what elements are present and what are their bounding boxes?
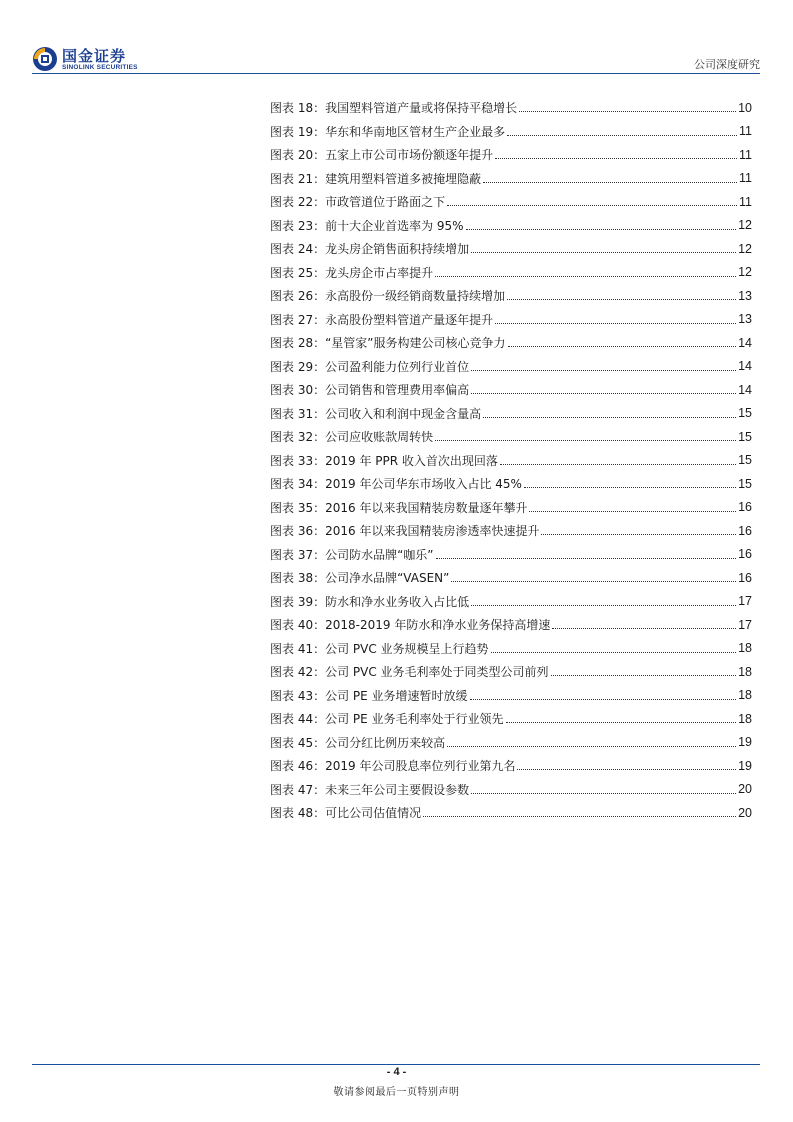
toc-entry-title: “星管家”服务构建公司核心竞争力 [325, 336, 506, 351]
toc-entry-page: 19 [738, 758, 752, 773]
toc-entry-label: 图表 22： [270, 195, 326, 210]
toc-entry-label: 图表 27： [270, 312, 326, 327]
toc-entry-page: 11 [739, 171, 752, 186]
toc-entry-label: 图表 48： [270, 806, 326, 821]
footer-divider [32, 1064, 760, 1065]
toc-dot-leader [551, 675, 737, 676]
toc-entry[interactable] [270, 214, 752, 238]
toc-entry-page: 16 [738, 547, 752, 562]
toc-entry-page: 15 [738, 453, 752, 468]
toc-entry-page: 16 [738, 523, 752, 538]
toc-entry-title: 2019 年公司股息率位列行业第九名 [325, 759, 516, 774]
toc-entry-label: 图表 20： [270, 148, 326, 163]
figure-table-of-contents [270, 96, 752, 825]
toc-entry-title: 龙头房企市占率提升 [325, 265, 434, 280]
toc-dot-leader [552, 628, 736, 629]
toc-entry-page: 20 [738, 782, 752, 797]
toc-dot-leader [508, 346, 737, 347]
toc-entry-title: 公司收入和利润中现金含量高 [325, 406, 482, 421]
toc-entry[interactable] [270, 284, 752, 308]
header-divider [32, 73, 760, 74]
toc-entry-label: 图表 25： [270, 265, 326, 280]
toc-entry-label: 图表 21： [270, 171, 326, 186]
toc-dot-leader [483, 417, 736, 418]
toc-entry[interactable] [270, 778, 752, 802]
toc-entry-label: 图表 19： [270, 124, 326, 139]
page-number: - 4 - [386, 1066, 407, 1078]
toc-entry-label: 图表 33： [270, 453, 326, 468]
toc-entry-page: 15 [738, 476, 752, 491]
toc-dot-leader [529, 511, 736, 512]
toc-entry[interactable] [270, 378, 752, 402]
toc-entry-label: 图表 37： [270, 547, 326, 562]
toc-entry-label: 图表 24： [270, 242, 326, 257]
toc-entry-title: 未来三年公司主要假设参数 [325, 782, 470, 797]
toc-entry[interactable] [270, 143, 752, 167]
toc-entry-page: 11 [739, 147, 752, 162]
toc-entry-title: 2016 年以来我国精装房渗透率快速提升 [325, 524, 540, 539]
toc-dot-leader [524, 487, 736, 488]
toc-entry-title: 市政管道位于路面之下 [325, 195, 446, 210]
toc-entry-page: 17 [738, 617, 752, 632]
toc-entry-title: 公司 PVC 业务毛利率处于同类型公司前列 [325, 665, 549, 680]
toc-entry-label: 图表 26： [270, 289, 326, 304]
toc-entry-label: 图表 41： [270, 641, 326, 656]
toc-entry[interactable] [270, 754, 752, 778]
toc-entry[interactable] [270, 425, 752, 449]
toc-entry-page: 16 [738, 570, 752, 585]
toc-entry-label: 图表 34： [270, 477, 326, 492]
toc-entry[interactable] [270, 449, 752, 473]
toc-entry-page: 14 [738, 335, 752, 350]
toc-dot-leader [423, 816, 736, 817]
toc-entry-page: 18 [738, 688, 752, 703]
logo-mark-icon [32, 46, 58, 72]
toc-entry-page: 13 [738, 312, 752, 327]
toc-entry[interactable] [270, 613, 752, 637]
toc-entry[interactable] [270, 660, 752, 684]
toc-entry-title: 公司分红比例历来较高 [325, 735, 446, 750]
toc-entry-label: 图表 42： [270, 665, 326, 680]
toc-entry-label: 图表 30： [270, 383, 326, 398]
toc-entry-title: 永高股份塑料管道产量逐年提升 [325, 312, 494, 327]
toc-dot-leader [471, 793, 736, 794]
toc-entry-title: 建筑用塑料管道多被掩埋隐蔽 [325, 171, 482, 186]
toc-dot-leader [500, 464, 736, 465]
document-type: 公司深度研究 [694, 58, 760, 71]
toc-entry[interactable] [270, 543, 752, 567]
toc-dot-leader [471, 252, 736, 253]
toc-entry[interactable] [270, 331, 752, 355]
toc-entry-label: 图表 44： [270, 712, 326, 727]
toc-dot-leader [506, 722, 737, 723]
toc-dot-leader [519, 111, 736, 112]
toc-entry-page: 18 [738, 641, 752, 656]
toc-entry-page: 18 [738, 664, 752, 679]
toc-entry-label: 图表 38： [270, 571, 326, 586]
toc-entry-title: 公司 PE 业务增速暂时放缓 [325, 688, 468, 703]
toc-entry-title: 公司销售和管理费用率偏高 [325, 383, 470, 398]
toc-entry[interactable] [270, 237, 752, 261]
toc-entry-page: 16 [738, 500, 752, 515]
toc-dot-leader [483, 182, 737, 183]
toc-entry-label: 图表 39： [270, 594, 326, 609]
toc-entry-label: 图表 28： [270, 336, 326, 351]
toc-entry-label: 图表 18： [270, 101, 326, 116]
toc-entry-title: 我国塑料管道产量或将保持平稳增长 [325, 101, 518, 116]
toc-entry-label: 图表 46： [270, 759, 326, 774]
toc-entry-page: 14 [738, 382, 752, 397]
toc-entry-page: 19 [738, 735, 752, 750]
toc-entry[interactable] [270, 96, 752, 120]
toc-entry-page: 18 [738, 711, 752, 726]
toc-entry-page: 10 [738, 100, 752, 115]
toc-entry-title: 华东和华南地区管材生产企业最多 [325, 124, 506, 139]
toc-dot-leader [447, 205, 737, 206]
toc-entry-title: 五家上市公司市场份额逐年提升 [325, 148, 494, 163]
toc-entry[interactable] [270, 519, 752, 543]
toc-entry[interactable] [270, 707, 752, 731]
toc-entry-page: 12 [738, 218, 752, 233]
toc-dot-leader [471, 605, 736, 606]
toc-entry[interactable] [270, 637, 752, 661]
toc-entry-title: 公司净水品牌“VASEN” [325, 571, 450, 586]
toc-entry[interactable] [270, 590, 752, 614]
toc-entry-title: 2019 年 PPR 收入首次出现回落 [325, 453, 498, 468]
toc-entry-title: 公司盈利能力位列行业首位 [325, 359, 470, 374]
toc-entry-title: 公司防水品牌“咖乐” [325, 547, 434, 562]
toc-entry-page: 12 [738, 265, 752, 280]
toc-dot-leader [447, 746, 736, 747]
toc-dot-leader [436, 558, 737, 559]
toc-entry-title: 前十大企业首选率为 95% [325, 218, 464, 233]
toc-entry-label: 图表 45： [270, 735, 326, 750]
toc-dot-leader [435, 440, 736, 441]
toc-dot-leader [495, 158, 737, 159]
toc-entry[interactable] [270, 190, 752, 214]
toc-entry-label: 图表 32： [270, 430, 326, 445]
toc-dot-leader [517, 769, 736, 770]
brand-logo [32, 46, 192, 74]
toc-entry-label: 图表 47： [270, 782, 326, 797]
toc-entry-page: 14 [738, 359, 752, 374]
toc-entry[interactable] [270, 566, 752, 590]
toc-dot-leader [466, 229, 737, 230]
brand-name-cn: 国金证券 [62, 47, 127, 65]
toc-entry[interactable] [270, 496, 752, 520]
disclaimer-note: 敬请参阅最后一页特别声明 [333, 1087, 460, 1098]
toc-entry-page: 17 [738, 594, 752, 609]
toc-entry[interactable] [270, 120, 752, 144]
toc-entry[interactable] [270, 308, 752, 332]
toc-dot-leader [471, 393, 736, 394]
toc-entry[interactable] [270, 261, 752, 285]
toc-entry[interactable] [270, 684, 752, 708]
toc-entry-title: 公司应收账款周转快 [325, 430, 434, 445]
toc-dot-leader [471, 370, 736, 371]
toc-entry[interactable] [270, 355, 752, 379]
brand-name-en: SINOLINK SECURITIES [62, 64, 138, 71]
toc-entry[interactable] [270, 472, 752, 496]
toc-entry-label: 图表 40： [270, 618, 326, 633]
toc-entry-label: 图表 43： [270, 688, 326, 703]
toc-dot-leader [507, 299, 736, 300]
toc-entry-title: 2016 年以来我国精装房数量逐年攀升 [325, 500, 528, 515]
toc-entry-label: 图表 31： [270, 406, 326, 421]
toc-entry[interactable] [270, 801, 752, 825]
toc-entry-title: 永高股份一级经销商数量持续增加 [325, 289, 506, 304]
toc-dot-leader [435, 276, 736, 277]
toc-entry-title: 公司 PE 业务毛利率处于行业领先 [325, 712, 504, 727]
toc-entry-label: 图表 36： [270, 524, 326, 539]
toc-entry-label: 图表 29： [270, 359, 326, 374]
toc-entry-page: 20 [738, 805, 752, 820]
toc-entry-title: 可比公司估值情况 [325, 806, 422, 821]
toc-entry-title: 2018-2019 年防水和净水业务保持高增速 [325, 618, 551, 633]
toc-entry-page: 11 [739, 194, 752, 209]
toc-entry[interactable] [270, 167, 752, 191]
toc-entry-label: 图表 23： [270, 218, 326, 233]
toc-entry[interactable] [270, 731, 752, 755]
toc-entry-page: 15 [738, 406, 752, 421]
toc-entry-title: 防水和净水业务收入占比低 [325, 594, 470, 609]
toc-dot-leader [470, 699, 737, 700]
page-header [32, 42, 760, 72]
toc-dot-leader [541, 534, 736, 535]
toc-dot-leader [507, 135, 737, 136]
toc-entry-title: 龙头房企销售面积持续增加 [325, 242, 470, 257]
toc-dot-leader [491, 652, 737, 653]
toc-entry-title: 公司 PVC 业务规模呈上行趋势 [325, 641, 489, 656]
toc-entry-page: 13 [738, 288, 752, 303]
toc-entry-page: 15 [738, 429, 752, 444]
toc-dot-leader [451, 581, 736, 582]
toc-dot-leader [495, 323, 736, 324]
toc-entry-label: 图表 35： [270, 500, 326, 515]
toc-entry-title: 2019 年公司华东市场收入占比 45% [325, 477, 522, 492]
toc-entry[interactable] [270, 402, 752, 426]
toc-entry-page: 11 [739, 124, 752, 139]
toc-entry-page: 12 [738, 241, 752, 256]
